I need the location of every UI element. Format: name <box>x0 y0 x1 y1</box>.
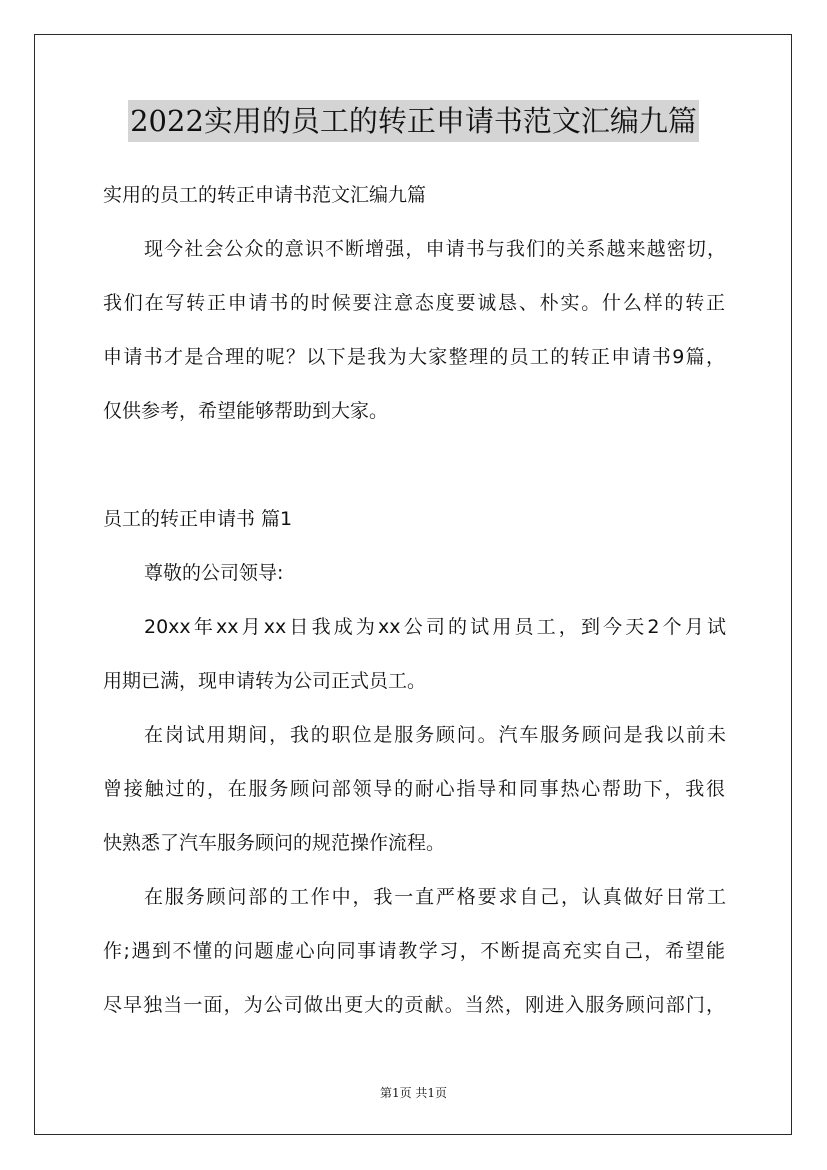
intro-line-3: 申请书才是合理的呢？以下是我为大家整理的员工的转正申请书9篇， <box>103 346 725 368</box>
intro-line-1: 现今社会公众的意识不断增强，申请书与我们的关系越来越密切， <box>144 238 726 260</box>
page-footer: 第1页 共1页 <box>379 1086 448 1100</box>
intro-line-4: 仅供参考，希望能够帮助到大家。 <box>103 400 389 422</box>
paragraph3-line-1: 在服务顾问部的工作中，我一直严格要求自己，认真做好日常工 <box>144 886 726 908</box>
paragraph1-line-2: 用期已满，现申请转为公司正式员工。 <box>103 670 427 692</box>
paragraph3-line-3: 尽早独当一面，为公司做出更大的贡献。当然，刚进入服务顾问部门， <box>103 994 725 1016</box>
paragraph3-line-2: 作;遇到不懂的问题虚心向同事请教学习，不断提高充实自己，希望能 <box>103 940 725 962</box>
section-heading: 员工的转正申请书 篇1 <box>103 508 293 530</box>
paragraph1-line-1: 20xx年xx月xx日我成为xx公司的试用员工，到今天2个月试 <box>144 616 726 638</box>
document-subtitle: 实用的员工的转正申请书范文汇编九篇 <box>103 184 427 206</box>
paragraph2-line-1: 在岗试用期间，我的职位是服务顾问。汽车服务顾问是我以前未 <box>144 724 726 746</box>
title-container <box>0 100 827 142</box>
paragraph2-line-2: 曾接触过的，在服务顾问部领导的耐心指导和同事热心帮助下，我很 <box>103 778 725 800</box>
paragraph2-line-3: 快熟悉了汽车服务顾问的规范操作流程。 <box>103 832 446 854</box>
intro-line-2: 我们在写转正申请书的时候要注意态度要诚恳、朴实。什么样的转正 <box>103 292 725 314</box>
document-title: 2022实用的员工的转正申请书范文汇编九篇 <box>128 100 699 142</box>
salutation: 尊敬的公司领导: <box>144 562 284 584</box>
